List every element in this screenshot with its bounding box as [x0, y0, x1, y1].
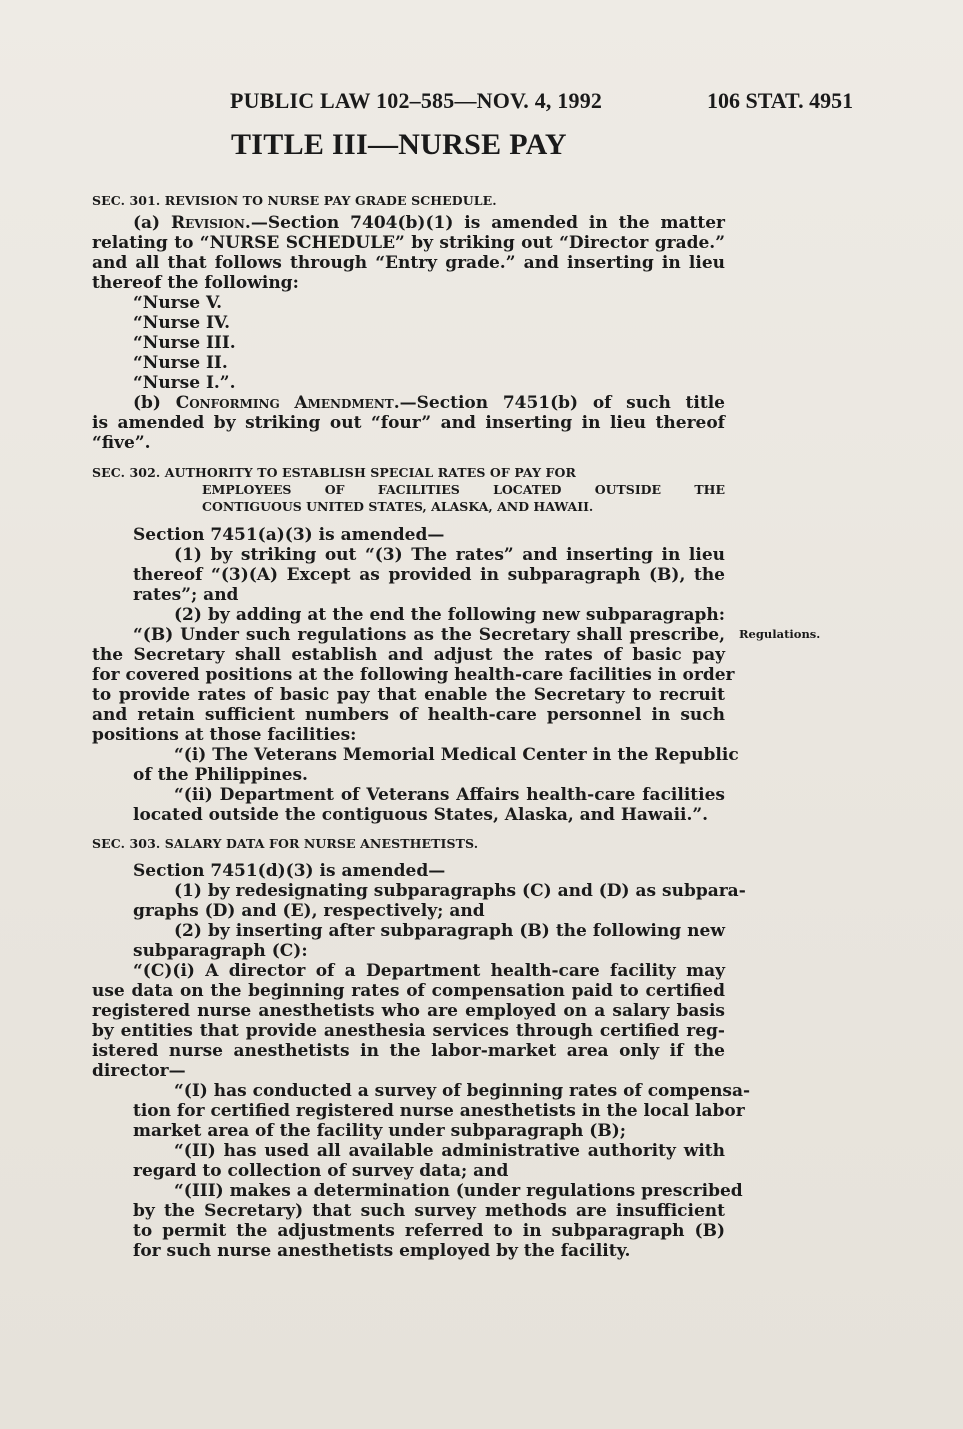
- text-line: “(B) Under such regulations as the Secretary shall prescribe,: [133, 625, 725, 645]
- text-line: by the Secretary) that such survey methods are insufficient: [133, 1201, 725, 1221]
- text-line: market area of the facility under subparagraph (B);: [133, 1121, 627, 1141]
- text-line: “five”.: [92, 433, 151, 453]
- text-line: located outside the contiguous States, Alaska, and Hawaii.”.: [133, 805, 709, 825]
- text-line: of the Philippines.: [133, 765, 308, 785]
- text-line: positions at those facilities:: [92, 725, 357, 745]
- text-line: thereof “(3)(A) Except as provided in subparagraph (B), the: [133, 565, 725, 585]
- subsection-b-line: [133, 393, 725, 413]
- text-line: to provide rates of basic pay that enable the Secretary to recruit: [92, 685, 725, 705]
- running-header-law: PUBLIC LAW 102–585—NOV. 4, 1992: [230, 88, 603, 113]
- text-line: (1) by redesignating subparagraphs (C) and (D) as subpara-: [174, 881, 746, 901]
- schedule-item: “Nurse III.: [133, 333, 236, 353]
- text-line: the Secretary shall establish and adjust the rates of basic pay: [92, 645, 725, 665]
- text-line: for covered positions at the following health-care facilities in order: [92, 665, 735, 685]
- text-line: to permit the adjustments referred to in subparagraph (B): [133, 1221, 725, 1241]
- subsection-a-line: [133, 213, 725, 233]
- text-line: Section 7451(a)(3) is amended—: [133, 525, 445, 545]
- section-302-heading-cont: EMPLOYEES OF FACILITIES LOCATED OUTSIDE THE: [202, 482, 725, 497]
- text-line: is amended by striking out “four” and inserting in lieu thereof: [92, 413, 725, 433]
- text-line: relating to “NURSE SCHEDULE” by striking out “Director grade.”: [92, 233, 725, 253]
- running-header-stat: 106 STAT. 4951: [707, 88, 854, 113]
- subsection-b-text: .—Section 7451(b) of such title: [393, 393, 725, 413]
- subsection-b-label: (b): [133, 393, 176, 413]
- subsection-a-heading: Revision: [171, 213, 245, 233]
- section-302-heading-cont: CONTIGUOUS UNITED STATES, ALASKA, AND HAWAII.: [202, 499, 594, 514]
- text-line: Section 7451(d)(3) is amended—: [133, 861, 446, 881]
- text-line: “(III) makes a determination (under regulations prescribed: [174, 1181, 743, 1201]
- text-line: graphs (D) and (E), respectively; and: [133, 901, 485, 921]
- text-line: registered nurse anesthetists who are employed on a salary basis: [92, 1001, 725, 1021]
- text-line: “(C)(i) A director of a Department health-care facility may: [133, 961, 725, 981]
- section-303-heading: SEC. 303. SALARY DATA FOR NURSE ANESTHETISTS.: [92, 836, 479, 851]
- text-line: (2) by adding at the end the following new subparagraph:: [174, 605, 725, 625]
- text-line: rates”; and: [133, 585, 239, 605]
- title-heading: TITLE III—NURSE PAY: [231, 128, 567, 161]
- text-line: and retain sufficient numbers of health-care personnel in such: [92, 705, 725, 725]
- text-line: (2) by inserting after subparagraph (B) the following new: [174, 921, 725, 941]
- text-line: “(II) has used all available administrative authority with: [174, 1141, 725, 1161]
- text-line: tion for certified registered nurse anesthetists in the local labor: [133, 1101, 745, 1121]
- text-line: use data on the beginning rates of compensation paid to certified: [92, 981, 725, 1001]
- text-line: and all that follows through “Entry grade.” and inserting in lieu: [92, 253, 725, 273]
- subsection-a-text: .—Section 7404(b)(1) is amended in the matter: [244, 213, 725, 233]
- text-line: “(ii) Department of Veterans Affairs health-care facilities: [174, 785, 725, 805]
- schedule-item: “Nurse V.: [133, 293, 223, 313]
- text-line: by entities that provide anesthesia services through certified reg-: [92, 1021, 725, 1041]
- schedule-item: “Nurse IV.: [133, 313, 231, 333]
- text-line: “(I) has conducted a survey of beginning rates of compensa-: [174, 1081, 751, 1101]
- text-line: subparagraph (C):: [133, 941, 308, 961]
- text-line: thereof the following:: [92, 273, 299, 293]
- text-line: director—: [92, 1061, 186, 1081]
- text-line: istered nurse anesthetists in the labor-market area only if the: [92, 1041, 725, 1061]
- text-line: “(i) The Veterans Memorial Medical Center in the Republic: [174, 745, 739, 765]
- text-line: regard to collection of survey data; and: [133, 1161, 509, 1181]
- margin-note-regulations: Regulations.: [739, 627, 821, 641]
- subsection-a-label: (a): [133, 213, 171, 233]
- section-301-heading: SEC. 301. REVISION TO NURSE PAY GRADE SCHEDULE.: [92, 193, 497, 208]
- schedule-item: “Nurse I.”.: [133, 373, 236, 393]
- subsection-b-heading: Conforming Amendment: [175, 393, 394, 413]
- text-line: (1) by striking out “(3) The rates” and inserting in lieu: [174, 545, 725, 565]
- schedule-item: “Nurse II.: [133, 353, 228, 373]
- section-302-heading: SEC. 302. AUTHORITY TO ESTABLISH SPECIAL RATES OF PAY FOR: [92, 465, 577, 480]
- text-line: for such nurse anesthetists employed by the facility.: [133, 1241, 631, 1261]
